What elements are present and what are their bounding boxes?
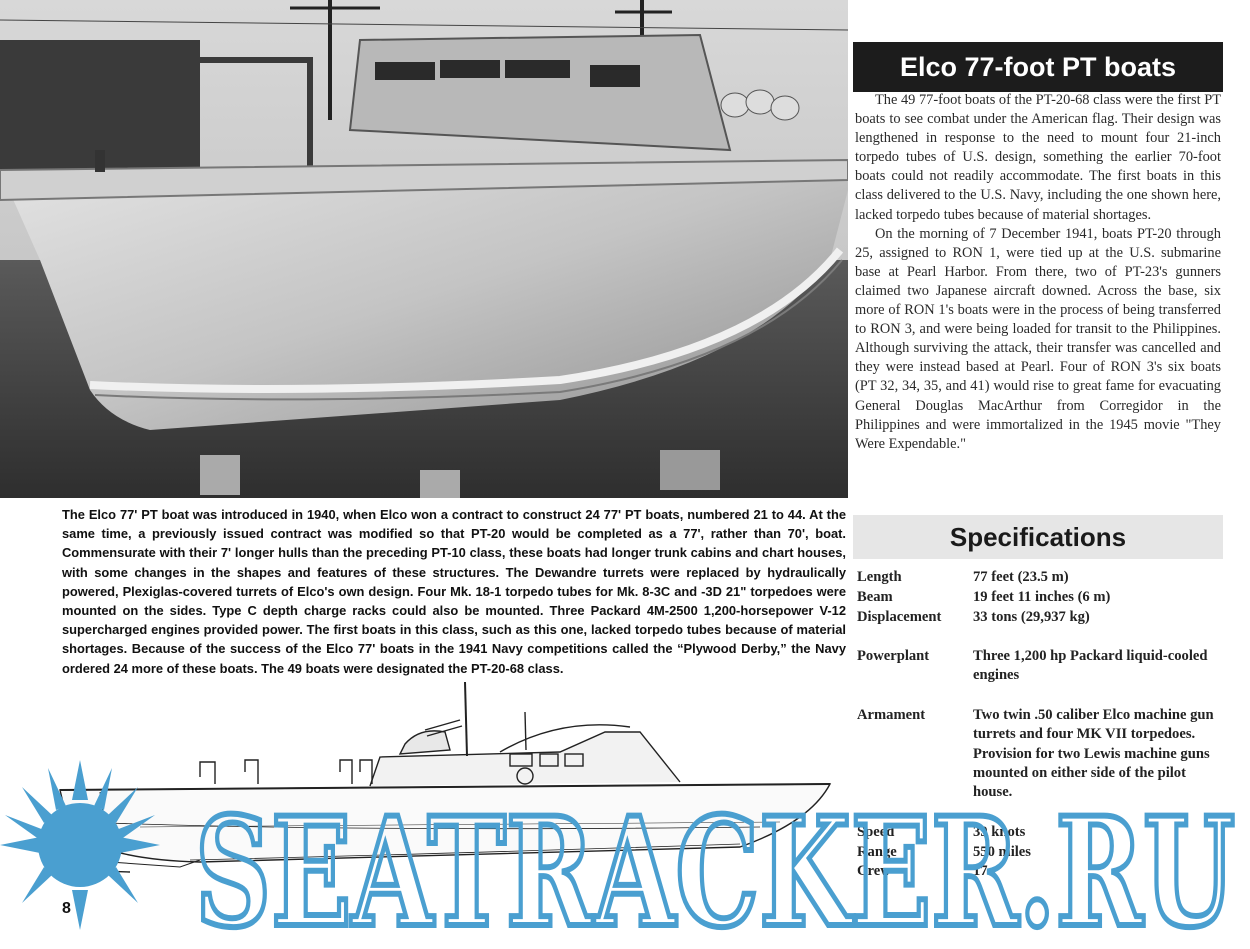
spec-label: Range: [857, 844, 897, 860]
section-title: Elco 77-foot PT boats: [853, 42, 1223, 92]
spec-label: Speed: [857, 824, 895, 840]
spec-label: Crew: [857, 863, 891, 879]
page-number: 8: [62, 900, 71, 917]
watermark-text: SEATRACKER.RU: [195, 785, 1235, 949]
specifications-heading: Specifications: [853, 515, 1223, 559]
body-paragraph: The 49 77-foot boats of the PT-20-68 class were the first PT boats to see combat under the American flag. Their design was lengthened in response to the need to mount four 21-inch torpedo tubes of U.S. design, something the earlier 70-foot boats could not readily accommodate. The first boats in this class delivered to the U.S. Navy, including the one shown here, lacked torpedo tubes because of material shortages.: [855, 92, 1221, 223]
spec-value: 19 feet 11 inches (6 m): [973, 589, 1111, 605]
pt-boat-photo: [0, 0, 848, 498]
spec-value: 17: [973, 863, 988, 879]
spec-label: Length: [857, 569, 902, 585]
pt-boat-profile-drawing: [40, 672, 850, 897]
spec-value: Three 1,200 hp Packard liquid-cooled engines: [973, 648, 1208, 684]
spec-value: 39 knots: [973, 824, 1026, 840]
spec-value: 33 tons (29,937 kg): [973, 609, 1090, 625]
body-text: [855, 91, 1221, 454]
spec-label: Beam: [857, 589, 893, 605]
photo-caption: The Elco 77' PT boat was introduced in 1940, when Elco won a contract to construct 24 77' PT boats, numbered 21 to 44. At the same time, a previously issued contract was modified so that PT-20 would be completed as a 77', rather than 70', boat. Commensurate with their 7' longer hulls than the preceding PT-10 class, these boats had longer trunk cabins and chart houses, with some changes in the shapes and features of these structures. The Dewandre turrets were replaced by hydraulically powered, Plexiglas-covered turrets of Elco's own design. Four Mk. 18-1 torpedo tubes for Mk. 8-3C and -3D 21" torpedoes were mounted on the sides. Type C depth charge racks could also be mounted. Three Packard 4M-2500 1,200-horsepower V-12 supercharged engines provided power. The first boats in this class, such as this one, lacked torpedo tubes because of material shortages. Because of the success of the Elco 77' boats in the 1941 Navy competitions called the “Plywood Derby,” the Navy ordered 24 more of these boats. The 49 boats were designated the PT-20-68 class.: [62, 507, 846, 676]
spec-label: Powerplant: [857, 648, 930, 664]
spec-label: Armament: [857, 707, 926, 723]
spec-label: Displacement: [857, 609, 942, 625]
body-paragraph: On the morning of 7 December 1941, boats PT-20 through 25, assigned to RON 1, were tied up at the U.S. submarine base at Pearl Harbor. From there, two of PT-23's gunners claimed two Japanese aircraft downed. Across the base, six more of RON 1's boats were in the process of being transferred to RON 3, and were being loaded for transit to the Philippines. Although surviving the attack, their transfer was cancelled and they were instead based at Pearl. Four of RON 3's six boats (PT 32, 34, 35, and 41) would rise to great fame for evacuating General Douglas MacArthur from Corregidor in the Philippines and were immortalized in the 1945 movie "They Were Expendable.": [855, 225, 1221, 452]
spec-value: Two twin .50 caliber Elco machine gun turrets and four MK VII torpedoes. Provision for two Lewis machine guns mounted on either side of the pilot house.: [973, 707, 1214, 801]
spec-value: 550 miles: [973, 844, 1031, 860]
spec-value: 77 feet (23.5 m): [973, 569, 1069, 585]
